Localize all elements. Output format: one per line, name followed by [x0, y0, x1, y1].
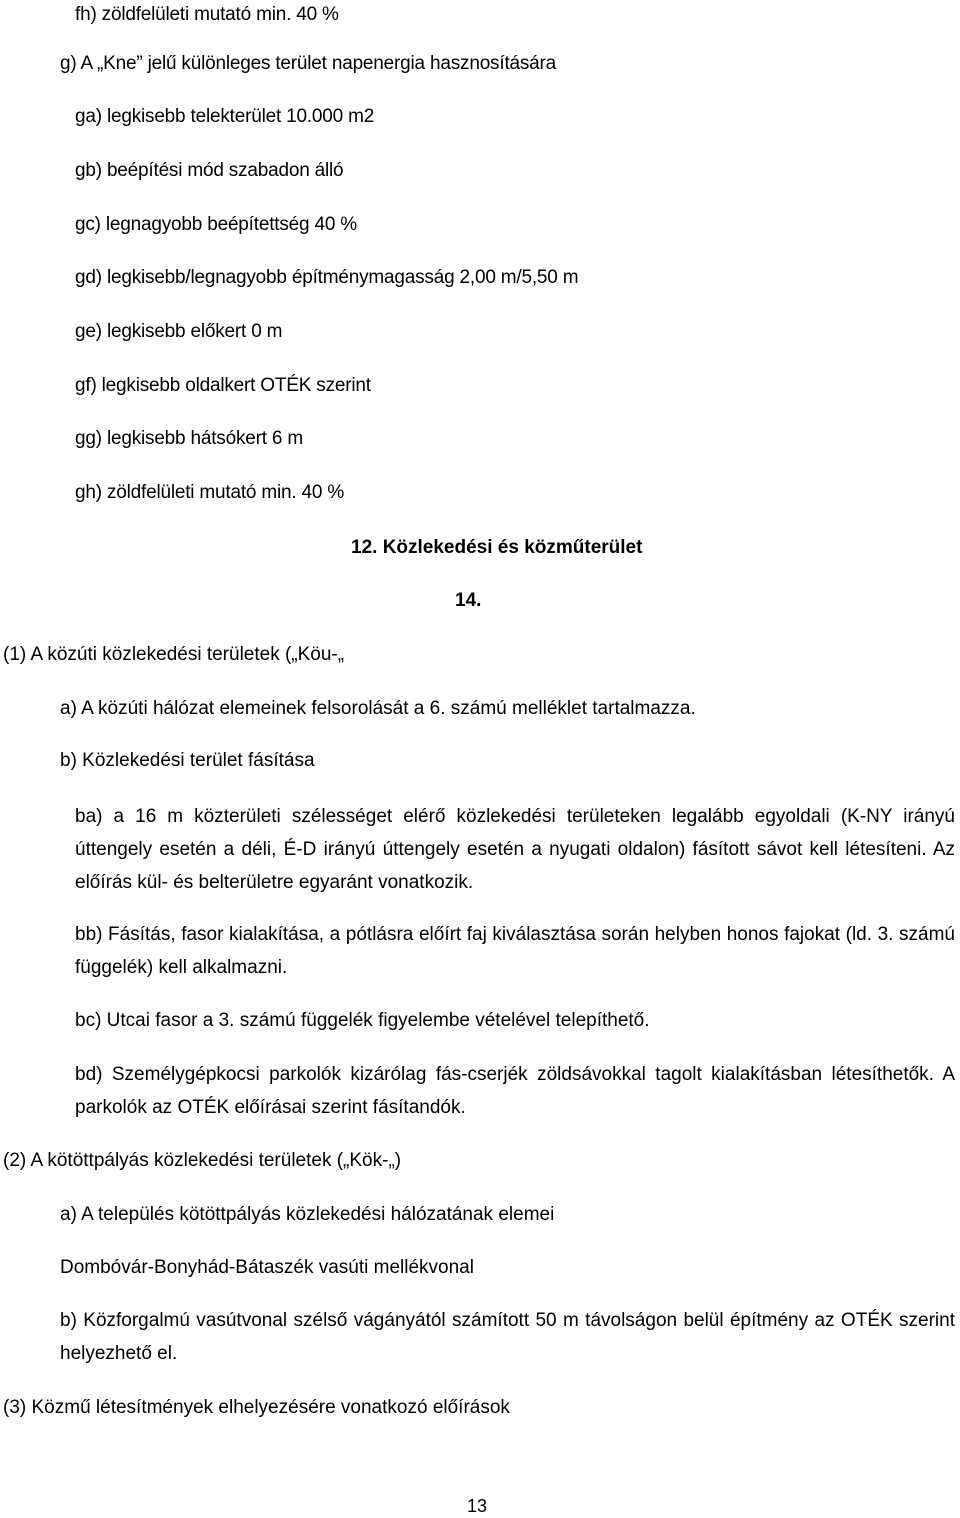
intro-line-ge: ge) legkisebb előkert 0 m: [75, 321, 283, 342]
intro-line-fh: fh) zöldfelületi mutató min. 40 %: [75, 4, 339, 25]
intro-line-gd: gd) legkisebb/legnagyobb építménymagasság 2,00 m/5,50 m: [75, 267, 579, 288]
para3-heading: (3) Közmű létesítmények elhelyezésére vonatkozó előírások: [3, 1397, 510, 1418]
intro-line-gc: gc) legnagyobb beépítettség 40 %: [75, 214, 357, 235]
para2-heading: (2) A kötöttpályás közlekedési területek („Kök-„): [3, 1150, 402, 1171]
intro-line-g: g) A „Kne” jelű különleges terület napenergia hasznosítására: [60, 53, 557, 74]
para1-item-bd: bd) Személygépkocsi parkolók kizárólag fás-cserjék zöldsávokkal tagolt kialakításban létesíthetők. A parkolók az OTÉK előírásai szerint fásítandók.: [75, 1064, 955, 1118]
para1-item-b: b) Közlekedési terület fásítása: [60, 750, 315, 771]
para1-item-ba: ba) a 16 m közterületi szélességet elérő közlekedési területeken legalább egyoldali (K-NY irányú úttengely esetén a déli, É-D irányú úttengely esetén a nyugati oldalon) fásított sávot kell létesíteni. Az előírás kül- és belterületre egyaránt vonatkozik.: [75, 806, 955, 893]
section-title: 12. Közlekedési és közműterület: [351, 537, 643, 558]
intro-line-ga: ga) legkisebb telekterület 10.000 m2: [75, 106, 375, 127]
para2-railway-line: Dombóvár-Bonyhád-Bátaszék vasúti mellékvonal: [60, 1257, 474, 1278]
intro-line-gh: gh) zöldfelületi mutató min. 40 %: [75, 482, 345, 503]
section-number: 14.: [455, 590, 482, 611]
para2-item-b: b) Közforgalmú vasútvonal szélső vágányától számított 50 m távolságon belül építmény az OTÉK szerint helyezhető el.: [60, 1310, 955, 1364]
para1-heading: (1) A közúti közlekedési területek („Köu-„: [3, 644, 345, 665]
para1-item-bc: bc) Utcai fasor a 3. számú függelék figyelembe vételével telepíthető.: [75, 1010, 650, 1031]
page-number: 13: [467, 1496, 488, 1516]
para1-item-a: a) A közúti hálózat elemeinek felsorolását a 6. számú melléklet tartalmazza.: [60, 698, 696, 719]
intro-line-gf: gf) legkisebb oldalkert OTÉK szerint: [75, 375, 371, 396]
intro-line-gb: gb) beépítési mód szabadon álló: [75, 160, 344, 181]
para2-item-a: a) A település kötöttpályás közlekedési hálózatának elemei: [60, 1204, 555, 1225]
intro-line-gg: gg) legkisebb hátsókert 6 m: [75, 428, 303, 449]
para1-item-bb: bb) Fásítás, fasor kialakítása, a pótlásra előírt faj kiválasztása során helyben honos fajokat (ld. 3. számú függelék) kell alkalmazni.: [75, 924, 955, 978]
